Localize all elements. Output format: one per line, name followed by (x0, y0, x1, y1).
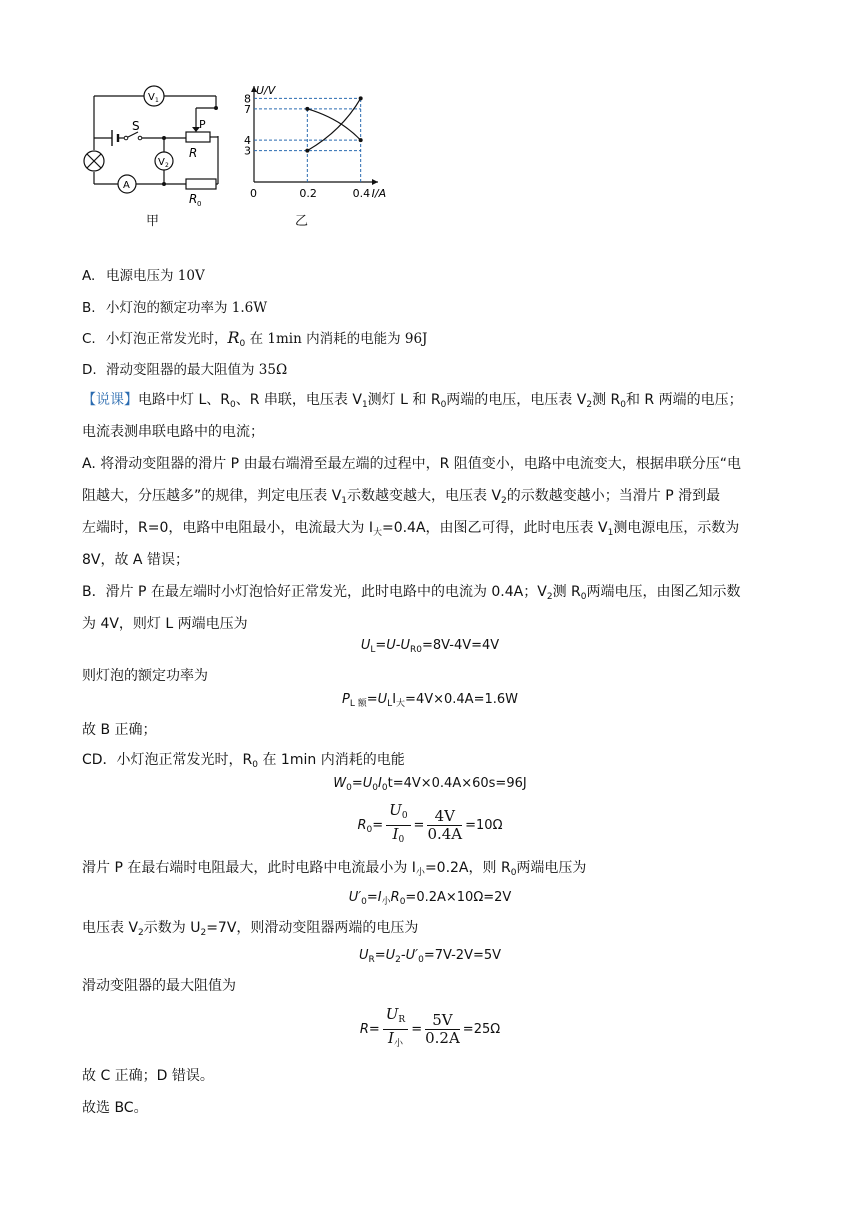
series-1-point-2 (359, 138, 363, 142)
analysis-a-line-1: A. 将滑动变阻器的滑片 P 由最右端滑至最左端的过程中，R 阻值变小，电路中电流变大，根据串联分压“电 (82, 456, 742, 472)
analysis-cd-line-4: 滑动变阻器的最大阻值为 (82, 978, 236, 994)
svg-text:R: R (189, 192, 198, 206)
analysis-b-line-4: 故 B 正确； (82, 722, 157, 738)
graph-caption: 乙 (295, 214, 309, 229)
analysis-a-line-3: 左端时，R=0，电路中电阻最小，电流最大为 $I_大=0.4A$，由图乙可得，此时电压表 $V_1$测电源电压，示数为 (82, 520, 740, 538)
option-c[interactable]: C. 小灯泡正常发光时，$R_0$ 在 1min 内消耗的电能为 96J (82, 328, 428, 349)
series-curve-1 (307, 109, 360, 140)
analysis-b-line-3: 则灯泡的额定功率为 (82, 668, 208, 684)
analysis-a-line-2: 阻越大，分压越多”的规律，判定电压表 $V_1$示数越变越大，电压表 $V_2$的示数越变越小；当滑片 P 滑到最 (82, 488, 721, 506)
circuit-caption: 甲 (146, 214, 160, 229)
series-2-point-2 (359, 96, 363, 100)
y-tick-label: 7 (244, 102, 251, 116)
svg-text:R: R (189, 146, 198, 160)
analysis-tag: 【说课】 (82, 392, 138, 408)
equation-ur: $U_R=U_2-U'_0=7V-2V=5V$ (358, 948, 502, 965)
analysis-answer: 故选 BC。 (82, 1100, 148, 1116)
analysis-a-line-4: 8V，故 A 错误； (82, 552, 189, 568)
svg-text:A: A (123, 180, 130, 191)
svg-text:V: V (148, 92, 155, 103)
svg-text:0: 0 (197, 200, 202, 208)
equation-power: $P_{L 额}=U_LI_大=4V\times 0.4A=1.6W$ (342, 692, 518, 709)
svg-text:V: V (158, 157, 165, 168)
option-b[interactable]: B. 小灯泡的额定功率为 1.6W (82, 300, 268, 316)
equation-u0: $U'_0=I_小R_0=0.2A\times 10\Omega=2V$ (348, 890, 512, 907)
analysis-cd-line-5: 故 C 正确；D 错误。 (82, 1068, 214, 1084)
analysis-b-line-2: 为 4V，则灯 L 两端电压为 (82, 616, 248, 632)
y-tick-label: 8 (244, 92, 251, 106)
equation-r0: $R_0=$ $\frac{U_0}{I_0}$ = $\frac{4V}{0.4A}$ =10Ω (357, 801, 503, 845)
x-tick-label: 0.2 (299, 187, 317, 200)
analysis-b-line-1: B．滑片 P 在最左端时小灯泡恰好正常发光，此时电路中的电流为 0.4A；$V_2$测 $R_0$两端电压，由图乙知示数 (82, 584, 741, 602)
svg-text:1: 1 (155, 97, 159, 104)
analysis-cd-line-2: 滑片 P 在最右端时电阻最大，此时电路中电流最小为 $I_小=0.2A$，则 $R_0$两端电压为 (82, 860, 587, 878)
svg-text:2: 2 (165, 162, 169, 169)
x-axis-label: I/A (371, 187, 387, 200)
option-a[interactable]: A. 电源电压为 10V (82, 268, 205, 284)
equation-energy: $W_0=U_0I_0t=4V\times 0.4A\times 60s=96J$ (333, 776, 527, 793)
y-axis-label: U/V (256, 84, 276, 97)
circuit-diagram (78, 78, 228, 228)
equation-r-max: R= $\frac{U_R}{I_小}$ = $\frac{5V}{0.2A}$ =25Ω (359, 1005, 501, 1049)
svg-text:P: P (199, 118, 206, 131)
u-i-graph (238, 80, 388, 206)
series-1-point-1 (305, 107, 309, 111)
origin-label: 0 (250, 187, 257, 200)
y-tick-label: 3 (244, 144, 251, 158)
equation-ul: $U_L=U-U_{R0}=8V-4V=4V$ (360, 638, 500, 655)
series-2-point-1 (305, 149, 309, 153)
series-curve-2 (307, 98, 360, 150)
analysis-line-1: 【说课】电路中灯 L、$R_0$、R 串联，电压表 $V_1$测灯 L 和 $R_0$两端的电压，电压表 $V_2$测 $R_0$和 R 两端的电压； (82, 392, 743, 410)
y-tick-label: 4 (244, 134, 251, 148)
analysis-cd-line-1: CD．小灯泡正常发光时，$R_0$ 在 1min 内消耗的电能 (82, 752, 405, 770)
svg-text:S: S (132, 119, 140, 133)
option-d[interactable]: D. 滑动变阻器的最大阻值为 35Ω (82, 362, 288, 378)
analysis-cd-line-3: 电压表 $V_2$示数为 $U_2=7V$，则滑动变阻器两端的电压为 (82, 920, 419, 938)
analysis-line-2: 电流表测串联电路中的电流； (82, 424, 264, 440)
x-axis-arrow (372, 179, 378, 185)
x-tick-label: 0.4 (352, 187, 371, 200)
